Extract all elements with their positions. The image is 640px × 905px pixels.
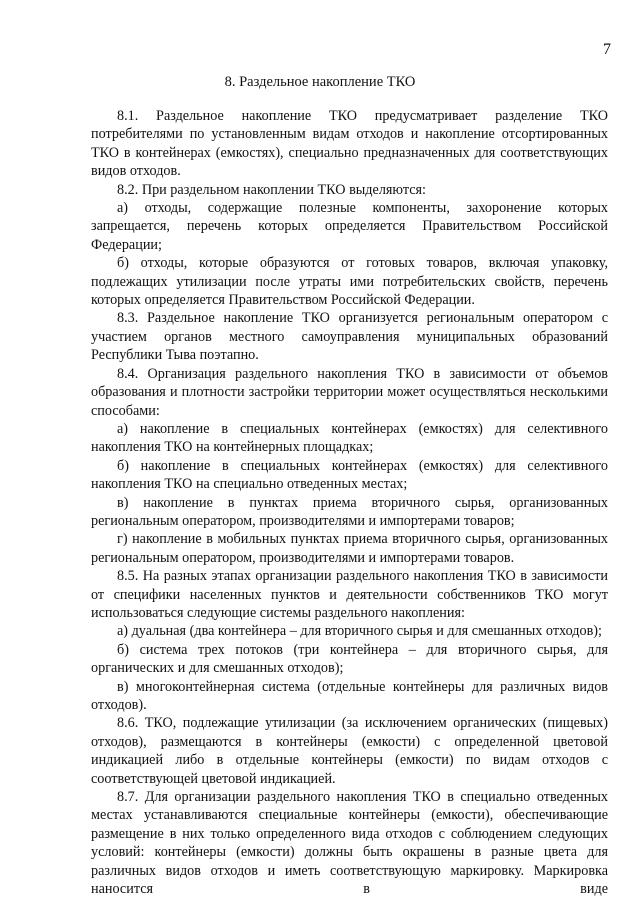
paragraph-8-2-a: а) отходы, содержащие полезные компоненты, захоронение которых запрещается, перечень которых определяется Правительством Российской Федерации; — [91, 200, 608, 253]
paragraph-8-5-v: в) многоконтейнерная система (отдельные контейнеры для различных видов отходов). — [91, 678, 608, 713]
paragraph-8-2: 8.2. При раздельном накоплении ТКО выделяются: — [117, 181, 426, 198]
page-number: 7 — [603, 41, 611, 58]
paragraph-8-4-v: в) накопление в пунктах приема вторичного сырья, организованных региональным оператором, производителями и импортерами товаров; — [91, 494, 608, 529]
paragraph-8-4-b: б) накопление в специальных контейнерах (емкостях) для селективного накопления ТКО на специально отведенных местах; — [91, 457, 608, 493]
paragraph-8-4-g: г) накопление в мобильных пунктах приема вторичного сырья, организованных региональным оператором, производителями и импортерами товаров. — [91, 531, 608, 566]
paragraph-8-4: 8.4. Организация раздельного накопления ТКО в зависимости от объемов образования и плотности застройки территории может осуществляться несколькими способами: — [91, 365, 608, 419]
paragraph-8-4-a: а) накопление в специальных контейнерах (емкостях) для селективного накопления ТКО на контейнерных площадках; — [91, 420, 608, 456]
paragraph-8-1: 8.1. Раздельное накопление ТКО предусматривает разделение ТКО потребителями по установленным видам отходов и накопление отсортированных ТКО в контейнерах (емкостях), специально предназначенных для соответствующих видов отходов. — [91, 108, 608, 180]
paragraph-8-3: 8.3. Раздельное накопление ТКО организуется региональным оператором с участием органов местного самоуправления муниципальных образований Республики Тыва поэтапно. — [91, 310, 608, 364]
paragraph-8-6: 8.6. ТКО, подлежащие утилизации (за исключением органических (пищевых) отходов), размещаются в контейнеры (емкости) с определенной цветовой индикацией либо в отдельные контейнеры (емкости) по видам отходов с соответствующей цветовой индикацией. — [91, 715, 608, 787]
document-body — [91, 107, 608, 898]
section-heading: 8. Раздельное накопление ТКО — [224, 74, 416, 90]
paragraph-8-7: 8.7. Для организации раздельного накопления ТКО в специально отведенных местах устанавливаются специальные контейнеры (емкости), обеспечивающие размещение в них только определенного вида отходов с соблюдением следующих условий: контейнеры (емкости) должны быть окрашены в разные цвета для различных видов отходов и иметь соответствующую маркировку. Маркировка наносится в виде — [91, 789, 608, 898]
paragraph-8-5-a: а) дуальная (два контейнера – для вторичного сырья и для смешанных отходов); — [117, 623, 602, 640]
paragraph-8-5-b: б) система трех потоков (три контейнера – для вторичного сырья, для органических и для смешанных отходов); — [91, 641, 608, 677]
paragraph-8-2-b: б) отходы, которые образуются от готовых товаров, включая упаковку, подлежащих утилизации после утраты ими потребительских свойств, перечень которых определяется Правительством Российской Федерации. — [91, 255, 608, 309]
paragraph-8-5: 8.5. На разных этапах организации раздельного накопления ТКО в зависимости от специфики населенных пунктов и деятельности собственников ТКО могут использоваться следующие системы раздельного накопления: — [91, 568, 608, 621]
